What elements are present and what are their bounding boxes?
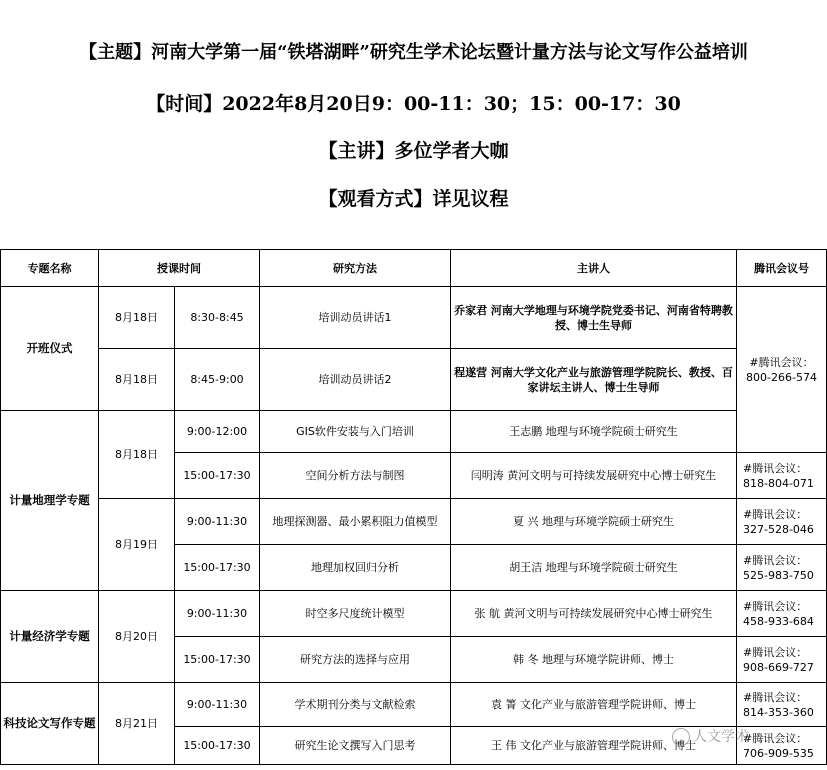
time-line: 【时间】2022年8月20日9：00-11：30；15：00-17：30	[146, 93, 681, 115]
category-cell: 计量经济学专题	[1, 591, 99, 683]
meeting-cell: #腾讯会议：818-804-071	[737, 453, 827, 499]
time-cell: 9:00-11:30	[175, 683, 260, 727]
speaker-cell: 胡王洁 地理与环境学院硕士研究生	[451, 545, 737, 591]
time-cell: 9:00-12:00	[175, 411, 260, 453]
wechat-logo-icon	[672, 728, 690, 746]
speaker-cell: 韩 冬 地理与环境学院讲师、博士	[451, 637, 737, 683]
topic-line: 【主题】河南大学第一届“铁塔湖畔”研究生学术论坛暨计量方法与论文写作公益培训	[79, 42, 748, 63]
method-cell: 培训动员讲话2	[260, 349, 451, 411]
speaker-cell: 闫明涛 黄河文明与可持续发展研究中心博士研究生	[451, 453, 737, 499]
method-cell: 研究方法的选择与应用	[260, 637, 451, 683]
watermark-text: 人文学术	[693, 729, 749, 745]
meeting-cell: #腾讯会议：458-933-684	[737, 591, 827, 637]
meeting-cell: #腾讯会议：800-266-574	[737, 287, 827, 453]
col-header-topic: 专题名称	[1, 250, 99, 287]
date-cell: 8月19日	[99, 499, 175, 591]
meeting-cell: #腾讯会议：908-669-727	[737, 637, 827, 683]
method-cell: 研究生论文撰写入门思考	[260, 727, 451, 765]
table-row	[1, 499, 827, 545]
meeting-cell: #腾讯会议：814-353-360	[737, 683, 827, 727]
method-cell: 空间分析方法与制图	[260, 453, 451, 499]
time-cell: 9:00-11:30	[175, 591, 260, 637]
method-cell: GIS软件安装与入门培训	[260, 411, 451, 453]
method-cell: 学术期刊分类与文献检索	[260, 683, 451, 727]
table-row	[1, 591, 827, 637]
table-row	[1, 411, 827, 453]
col-header-time: 授课时间	[99, 250, 260, 287]
category-cell: 开班仪式	[1, 287, 99, 411]
time-cell: 8:30-8:45	[175, 287, 260, 349]
time-cell: 15:00-17:30	[175, 453, 260, 499]
speaker-cell: 乔家君 河南大学地理与环境学院党委书记、河南省特聘教授、博士生导师	[451, 287, 737, 349]
watch-line: 【观看方式】详见议程	[318, 188, 509, 210]
watermark	[672, 726, 749, 746]
col-header-method: 研究方法	[260, 250, 451, 287]
speaker-cell: 程遂营 河南大学文化产业与旅游管理学院院长、教授、百家讲坛主讲人、博士生导师	[451, 349, 737, 411]
table-row	[1, 287, 827, 349]
table-header-row	[1, 250, 827, 287]
date-cell: 8月20日	[99, 591, 175, 683]
meeting-cell: #腾讯会议：525-983-750	[737, 545, 827, 591]
speaker-cell: 张 航 黄河文明与可持续发展研究中心博士研究生	[451, 591, 737, 637]
method-cell: 培训动员讲话1	[260, 287, 451, 349]
method-cell: 地理加权回归分析	[260, 545, 451, 591]
category-cell: 计量地理学专题	[1, 411, 99, 591]
meeting-cell: #腾讯会议：327-528-046	[737, 499, 827, 545]
time-cell: 8:45-9:00	[175, 349, 260, 411]
speaker-cell: 王 伟 文化产业与旅游管理学院讲师、博士	[451, 727, 737, 765]
speaker-line: 【主讲】多位学者大咖	[318, 140, 509, 162]
table-row	[1, 683, 827, 727]
speaker-cell: 王志鹏 地理与环境学院硕士研究生	[451, 411, 737, 453]
time-cell: 15:00-17:30	[175, 727, 260, 765]
col-header-speaker: 主讲人	[451, 250, 737, 287]
category-cell: 科技论文写作专题	[1, 683, 99, 765]
table-row	[1, 349, 827, 411]
schedule-table	[0, 249, 827, 765]
method-cell: 地理探测器、最小累积阻力值模型	[260, 499, 451, 545]
time-cell: 15:00-17:30	[175, 545, 260, 591]
time-cell: 9:00-11:30	[175, 499, 260, 545]
time-cell: 15:00-17:30	[175, 637, 260, 683]
speaker-cell: 夏 兴 地理与环境学院硕士研究生	[451, 499, 737, 545]
date-cell: 8月21日	[99, 683, 175, 765]
date-cell: 8月18日	[99, 287, 175, 349]
col-header-meeting: 腾讯会议号	[737, 250, 827, 287]
method-cell: 时空多尺度统计模型	[260, 591, 451, 637]
date-cell: 8月18日	[99, 411, 175, 499]
date-cell: 8月18日	[99, 349, 175, 411]
speaker-cell: 袁 箐 文化产业与旅游管理学院讲师、博士	[451, 683, 737, 727]
meeting-cell: #腾讯会议：706-909-535	[737, 727, 827, 765]
